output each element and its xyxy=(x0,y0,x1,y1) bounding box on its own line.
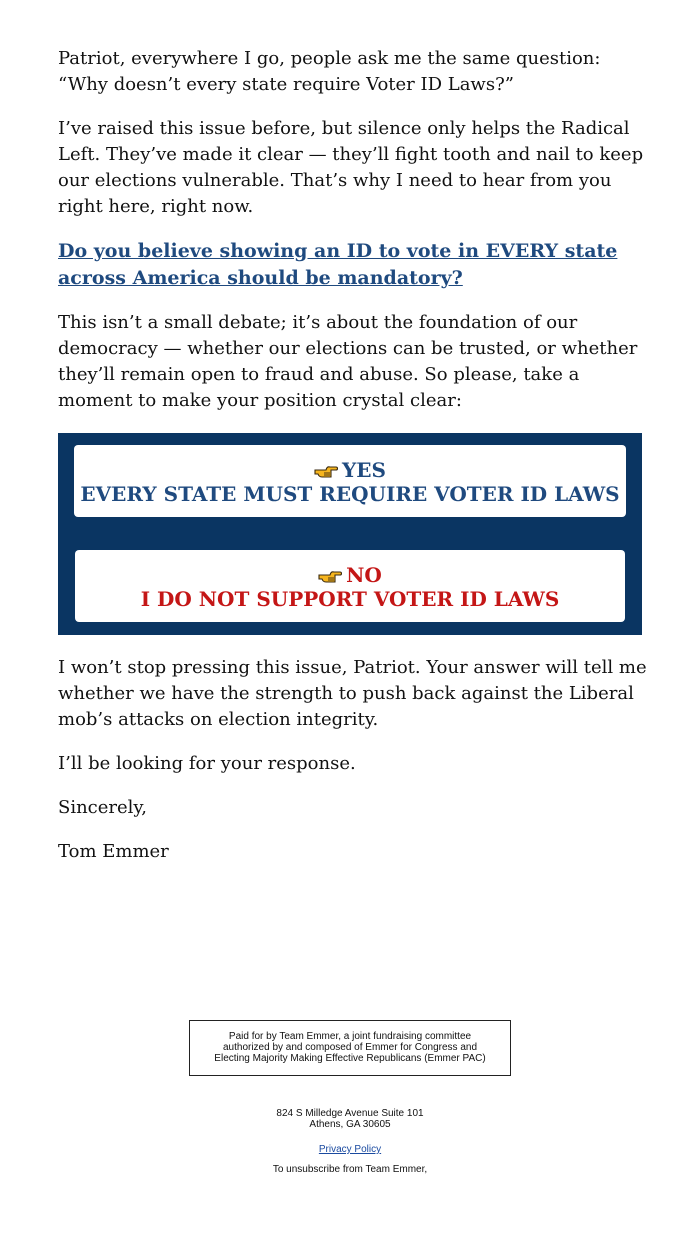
poll-box xyxy=(58,433,642,635)
pointing-hand-icon xyxy=(318,564,342,578)
privacy-row xyxy=(0,1144,700,1155)
paragraph-debate: This isn’t a small debate; it’s about the foundation of our democracy — whether our elections can be trusted, or whether they’ll remain open to fraud and abuse. So please, take a moment to make your position crystal clear: xyxy=(58,312,638,411)
address-line-1: 824 S Milledge Avenue Suite 101 xyxy=(276,1108,424,1119)
paragraph-response: I’ll be looking for your response. xyxy=(58,753,356,774)
address-line-2: Athens, GA 30605 xyxy=(309,1119,391,1130)
letter-body-bottom xyxy=(58,655,648,883)
yes-label: YES xyxy=(342,458,386,482)
signature: Tom Emmer xyxy=(58,841,169,862)
yes-text: EVERY STATE MUST REQUIRE VOTER ID LAWS xyxy=(80,482,620,506)
paragraph-pressing: I won’t stop pressing this issue, Patriot. Your answer will tell me whether we have the strength to push back against the Liberal mob’s attacks on election integrity. xyxy=(58,657,647,730)
closing: Sincerely, xyxy=(58,797,147,818)
no-button[interactable] xyxy=(75,550,625,622)
address xyxy=(0,1108,700,1130)
no-label: NO xyxy=(346,563,382,587)
no-text: I DO NOT SUPPORT VOTER ID LAWS xyxy=(140,587,560,611)
privacy-policy-link[interactable]: Privacy Policy xyxy=(318,1144,382,1155)
headline-poll-link[interactable]: Do you believe showing an ID to vote in EVERY state across America should be mandatory? xyxy=(58,240,618,289)
disclaimer-text: Paid for by Team Emmer, a joint fundraising committee authorized by and composed of Emmer for Congress and Electing Majority Making Effective Republicans (Emmer PAC) xyxy=(214,1031,486,1064)
yes-button[interactable] xyxy=(74,445,626,517)
paragraph-intro: Patriot, everywhere I go, people ask me the same question: “Why doesn’t every state require Voter ID Laws?” xyxy=(58,48,601,95)
letter-body-top xyxy=(58,46,646,432)
paragraph-radical-left: I’ve raised this issue before, but silence only helps the Radical Left. They’ve made it clear — they’ll fight tooth and nail to keep our elections vulnerable. That’s why I need to hear from you right here, right now. xyxy=(58,118,644,217)
unsubscribe-text: To unsubscribe from Team Emmer, xyxy=(272,1164,428,1175)
disclaimer-box xyxy=(189,1020,511,1076)
pointing-hand-icon xyxy=(314,459,338,473)
